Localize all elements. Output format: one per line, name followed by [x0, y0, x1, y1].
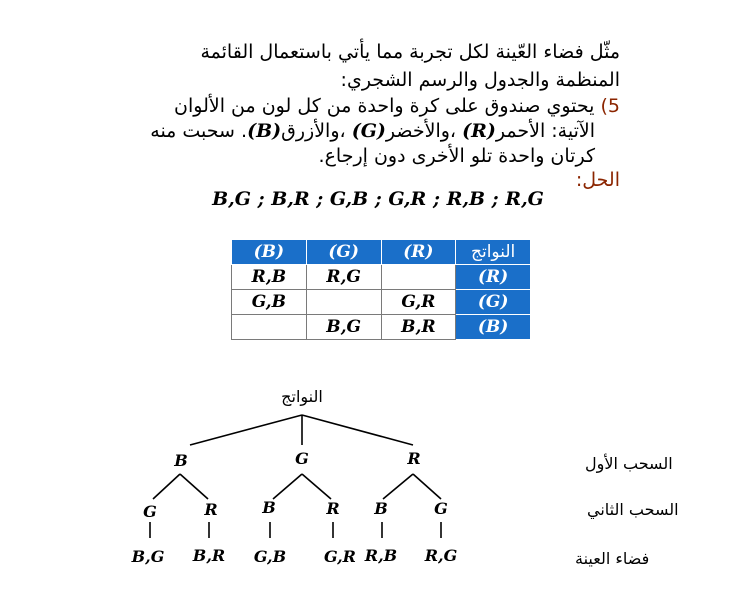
tree-outcome: G,B [253, 547, 287, 566]
table-cell: B,R [381, 315, 456, 340]
solution-label: الحل: [575, 169, 620, 191]
tree-node-first: G [295, 449, 309, 468]
question-line-2: المنظمة والجدول والرسم الشجري: [340, 69, 620, 91]
tree-node-second: R [326, 499, 340, 518]
tree-edge [413, 474, 441, 499]
col-header-g: (G) [306, 240, 381, 265]
label-first-draw: السحب الأول [585, 454, 673, 473]
tree-outcome: B,R [192, 546, 226, 565]
tree-node-second: B [262, 498, 276, 517]
tree-node-first: R [407, 449, 421, 468]
table-cell: R,G [306, 265, 381, 290]
tree-node-second: R [204, 500, 218, 519]
col-header-b: (B) [232, 240, 307, 265]
sample-space-list: B,G ; B,R ; G,B ; G,R ; R,B ; R,G [212, 188, 544, 210]
tree-node-second: G [143, 502, 157, 521]
tree-edge [180, 474, 208, 499]
color-green: (G) [351, 120, 386, 142]
question-line-5: كرتان واحدة تلو الأخرى دون إرجاع. [318, 145, 595, 167]
tree-edge [273, 474, 302, 499]
table-cell: G,B [232, 290, 307, 315]
table-cell: B,G [306, 315, 381, 340]
tree-outcome: R,G [424, 546, 458, 565]
tree-edge [383, 474, 413, 499]
row-header-r: (R) [456, 265, 531, 290]
tree-outcome: B,G [131, 547, 165, 566]
color-red: (R) [462, 120, 496, 142]
row-header-g: (G) [456, 290, 531, 315]
tree-edge [190, 415, 302, 445]
tree-node-second: G [434, 499, 448, 518]
tree-outcome: G,R [324, 547, 356, 566]
col-header-r: (R) [381, 240, 456, 265]
color-blue: (B) [247, 120, 282, 142]
table-cell: R,B [232, 265, 307, 290]
table-cell: G,R [381, 290, 456, 315]
tree-edge [302, 474, 331, 499]
tree-edges [150, 415, 441, 538]
label-second-draw: السحب الثاني [587, 500, 679, 519]
question-number: 5) [600, 95, 620, 117]
question-line-4: الآتية: الأحمر(R) ،والأخضر(G) ،والأزرق(B). سحبت منه [150, 120, 595, 142]
tree-node-first: B [174, 451, 188, 470]
tree-root: النواتج [281, 387, 323, 406]
label-sample-space: فضاء العينة [575, 549, 650, 568]
tree-node-second: B [374, 499, 388, 518]
row-header-b: (B) [456, 315, 531, 340]
tree-edge [302, 415, 413, 445]
tree-outcome: R,B [364, 546, 398, 565]
table-corner-label: النواتج [456, 240, 531, 265]
tree-edge [153, 474, 180, 499]
question-line-1: مثّل فضاء العّينة لكل تجربة مما يأتي باستعمال القائمة [200, 41, 620, 63]
question-line-3: 5) يحتوي صندوق على كرة واحدة من كل لون من الألوان [174, 95, 620, 117]
